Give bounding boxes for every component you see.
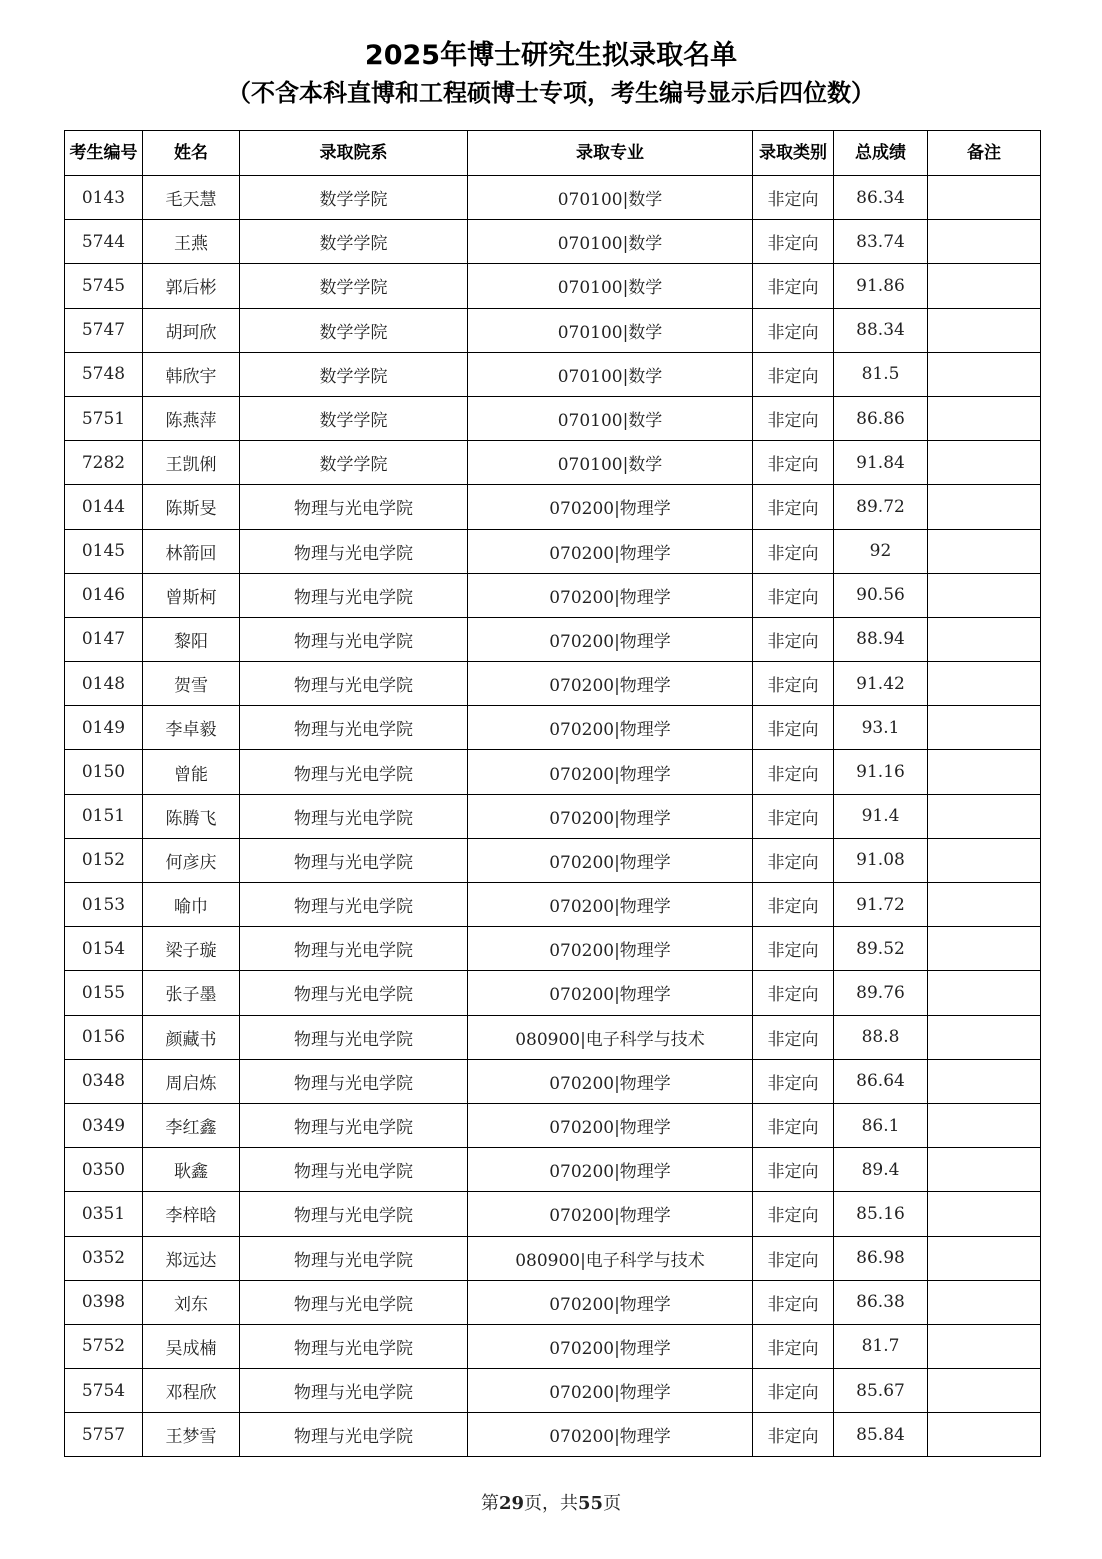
cell-major: 070200|物理学 [468,1192,753,1236]
cell-name: 喻巾 [143,883,240,927]
cell-name: 贺雪 [143,662,240,706]
cell-admission-type: 非定向 [753,441,834,485]
cell-department: 物理与光电学院 [240,794,468,838]
cell-major: 070200|物理学 [468,706,753,750]
header-major: 录取专业 [468,131,753,176]
cell-name: 韩欣宇 [143,352,240,396]
cell-department: 数学学院 [240,441,468,485]
cell-department: 物理与光电学院 [240,1413,468,1457]
cell-candidate-id: 0155 [65,971,143,1015]
cell-total-score: 83.74 [834,220,928,264]
cell-candidate-id: 0145 [65,529,143,573]
cell-admission-type: 非定向 [753,1192,834,1236]
cell-department: 物理与光电学院 [240,617,468,661]
page-subtitle: （不含本科直博和工程硕博士专项，考生编号显示后四位数） [227,79,875,107]
cell-name: 何彦庆 [143,838,240,882]
cell-name: 王梦雪 [143,1413,240,1457]
cell-remarks [928,573,1041,617]
cell-total-score: 88.94 [834,617,928,661]
cell-major: 070200|物理学 [468,838,753,882]
table-row [65,706,1041,750]
cell-admission-type: 非定向 [753,838,834,882]
cell-remarks [928,176,1041,220]
cell-candidate-id: 5744 [65,220,143,264]
cell-total-score: 90.56 [834,573,928,617]
cell-name: 陈腾飞 [143,794,240,838]
cell-name: 王凯俐 [143,441,240,485]
cell-candidate-id: 5748 [65,352,143,396]
cell-department: 物理与光电学院 [240,662,468,706]
cell-admission-type: 非定向 [753,1148,834,1192]
cell-candidate-id: 0150 [65,750,143,794]
cell-candidate-id: 0143 [65,176,143,220]
cell-name: 耿鑫 [143,1148,240,1192]
table-row [65,1369,1041,1413]
cell-department: 数学学院 [240,220,468,264]
table-body [65,176,1041,1457]
page-footer [0,1492,1102,1516]
cell-major: 070100|数学 [468,396,753,440]
cell-candidate-id: 5745 [65,264,143,308]
table-row [65,1324,1041,1368]
table-row [65,1103,1041,1147]
cell-major: 070200|物理学 [468,1148,753,1192]
cell-remarks [928,1059,1041,1103]
cell-name: 刘东 [143,1280,240,1324]
header-total-score: 总成绩 [834,131,928,176]
cell-admission-type: 非定向 [753,1236,834,1280]
table-row [65,264,1041,308]
cell-name: 颜藏书 [143,1015,240,1059]
cell-candidate-id: 0349 [65,1103,143,1147]
table-row [65,396,1041,440]
cell-total-score: 91.86 [834,264,928,308]
cell-department: 物理与光电学院 [240,1280,468,1324]
cell-admission-type: 非定向 [753,794,834,838]
table-row [65,441,1041,485]
cell-admission-type: 非定向 [753,308,834,352]
cell-candidate-id: 0156 [65,1015,143,1059]
footer-page-number: 29 [498,1493,524,1514]
cell-admission-type: 非定向 [753,220,834,264]
cell-department: 物理与光电学院 [240,1236,468,1280]
cell-major: 080900|电子科学与技术 [468,1015,753,1059]
cell-major: 070200|物理学 [468,1103,753,1147]
table-row [65,1148,1041,1192]
cell-name: 毛天慧 [143,176,240,220]
cell-candidate-id: 5757 [65,1413,143,1457]
cell-name: 李梓晗 [143,1192,240,1236]
table-row [65,485,1041,529]
admission-table [64,130,1041,1457]
cell-major: 070200|物理学 [468,1413,753,1457]
cell-department: 物理与光电学院 [240,706,468,750]
cell-candidate-id: 0153 [65,883,143,927]
cell-department: 物理与光电学院 [240,1148,468,1192]
cell-total-score: 85.16 [834,1192,928,1236]
cell-remarks [928,220,1041,264]
cell-name: 郑远达 [143,1236,240,1280]
cell-total-score: 88.34 [834,308,928,352]
cell-candidate-id: 0154 [65,927,143,971]
table-row [65,352,1041,396]
cell-remarks [928,441,1041,485]
table-row [65,971,1041,1015]
cell-remarks [928,1413,1041,1457]
cell-admission-type: 非定向 [753,1015,834,1059]
cell-name: 曾能 [143,750,240,794]
cell-total-score: 91.08 [834,838,928,882]
cell-department: 数学学院 [240,176,468,220]
cell-major: 070200|物理学 [468,750,753,794]
cell-remarks [928,529,1041,573]
cell-total-score: 86.64 [834,1059,928,1103]
cell-name: 张子墨 [143,971,240,1015]
cell-major: 070200|物理学 [468,662,753,706]
cell-admission-type: 非定向 [753,485,834,529]
cell-remarks [928,1148,1041,1192]
table-row [65,1015,1041,1059]
cell-major: 080900|电子科学与技术 [468,1236,753,1280]
table-row [65,1280,1041,1324]
cell-major: 070200|物理学 [468,529,753,573]
table-row [65,662,1041,706]
table-row [65,573,1041,617]
cell-total-score: 86.34 [834,176,928,220]
cell-admission-type: 非定向 [753,750,834,794]
footer-middle: 页，共 [524,1493,578,1514]
table-row [65,529,1041,573]
cell-total-score: 93.1 [834,706,928,750]
table-row [65,883,1041,927]
cell-candidate-id: 0144 [65,485,143,529]
cell-major: 070200|物理学 [468,883,753,927]
cell-major: 070100|数学 [468,220,753,264]
cell-admission-type: 非定向 [753,1103,834,1147]
cell-major: 070200|物理学 [468,1059,753,1103]
cell-admission-type: 非定向 [753,352,834,396]
cell-name: 曾斯柯 [143,573,240,617]
cell-remarks [928,617,1041,661]
table-row [65,617,1041,661]
cell-remarks [928,883,1041,927]
cell-candidate-id: 7282 [65,441,143,485]
cell-department: 物理与光电学院 [240,1369,468,1413]
cell-candidate-id: 0152 [65,838,143,882]
table-row [65,794,1041,838]
cell-department: 数学学院 [240,308,468,352]
cell-admission-type: 非定向 [753,1413,834,1457]
table-row [65,1236,1041,1280]
cell-remarks [928,396,1041,440]
cell-candidate-id: 0151 [65,794,143,838]
cell-candidate-id: 5751 [65,396,143,440]
cell-total-score: 91.42 [834,662,928,706]
cell-total-score: 86.86 [834,396,928,440]
cell-major: 070200|物理学 [468,573,753,617]
cell-major: 070200|物理学 [468,971,753,1015]
cell-total-score: 91.72 [834,883,928,927]
cell-total-score: 85.67 [834,1369,928,1413]
cell-remarks [928,1236,1041,1280]
cell-total-score: 85.84 [834,1413,928,1457]
cell-admission-type: 非定向 [753,1369,834,1413]
table-row [65,308,1041,352]
cell-admission-type: 非定向 [753,927,834,971]
cell-major: 070100|数学 [468,176,753,220]
cell-total-score: 81.7 [834,1324,928,1368]
cell-department: 物理与光电学院 [240,1192,468,1236]
cell-name: 胡珂欣 [143,308,240,352]
cell-name: 陈斯旻 [143,485,240,529]
cell-candidate-id: 0148 [65,662,143,706]
cell-candidate-id: 5747 [65,308,143,352]
table-row [65,220,1041,264]
table-row [65,927,1041,971]
cell-remarks [928,308,1041,352]
footer-total-pages: 55 [578,1493,604,1514]
cell-major: 070100|数学 [468,308,753,352]
cell-department: 物理与光电学院 [240,927,468,971]
cell-major: 070200|物理学 [468,1369,753,1413]
cell-major: 070100|数学 [468,441,753,485]
cell-candidate-id: 5752 [65,1324,143,1368]
cell-total-score: 89.4 [834,1148,928,1192]
cell-remarks [928,1015,1041,1059]
cell-department: 数学学院 [240,352,468,396]
cell-major: 070200|物理学 [468,794,753,838]
cell-name: 邓程欣 [143,1369,240,1413]
footer-prefix: 第 [480,1493,499,1514]
cell-name: 陈燕萍 [143,396,240,440]
cell-department: 物理与光电学院 [240,1103,468,1147]
cell-name: 吴成楠 [143,1324,240,1368]
cell-candidate-id: 0348 [65,1059,143,1103]
cell-total-score: 91.4 [834,794,928,838]
cell-name: 梁子璇 [143,927,240,971]
cell-major: 070200|物理学 [468,617,753,661]
table-header-row [65,131,1041,176]
cell-candidate-id: 0149 [65,706,143,750]
table-row [65,750,1041,794]
table-row [65,1413,1041,1457]
cell-remarks [928,264,1041,308]
cell-admission-type: 非定向 [753,176,834,220]
cell-major: 070200|物理学 [468,1280,753,1324]
cell-name: 林箭回 [143,529,240,573]
cell-candidate-id: 0351 [65,1192,143,1236]
page-title: 2025年博士研究生拟录取名单 [364,40,738,71]
cell-department: 物理与光电学院 [240,1324,468,1368]
cell-department: 物理与光电学院 [240,529,468,573]
cell-major: 070200|物理学 [468,927,753,971]
cell-admission-type: 非定向 [753,662,834,706]
cell-remarks [928,1369,1041,1413]
cell-name: 李红鑫 [143,1103,240,1147]
cell-major: 070200|物理学 [468,1324,753,1368]
cell-department: 物理与光电学院 [240,485,468,529]
cell-total-score: 81.5 [834,352,928,396]
table-row [65,176,1041,220]
cell-total-score: 86.98 [834,1236,928,1280]
cell-admission-type: 非定向 [753,617,834,661]
cell-major: 070100|数学 [468,352,753,396]
header-candidate-id: 考生编号 [65,131,143,176]
cell-admission-type: 非定向 [753,883,834,927]
header-department: 录取院系 [240,131,468,176]
cell-department: 物理与光电学院 [240,838,468,882]
header-remarks: 备注 [928,131,1041,176]
cell-total-score: 92 [834,529,928,573]
cell-remarks [928,927,1041,971]
cell-name: 王燕 [143,220,240,264]
cell-remarks [928,794,1041,838]
cell-total-score: 88.8 [834,1015,928,1059]
cell-admission-type: 非定向 [753,1059,834,1103]
cell-department: 物理与光电学院 [240,883,468,927]
cell-department: 数学学院 [240,264,468,308]
cell-remarks [928,838,1041,882]
cell-admission-type: 非定向 [753,573,834,617]
cell-department: 物理与光电学院 [240,1015,468,1059]
cell-admission-type: 非定向 [753,529,834,573]
cell-remarks [928,1192,1041,1236]
cell-admission-type: 非定向 [753,1280,834,1324]
cell-major: 070100|数学 [468,264,753,308]
cell-admission-type: 非定向 [753,264,834,308]
cell-remarks [928,706,1041,750]
header-admission-type: 录取类别 [753,131,834,176]
cell-remarks [928,662,1041,706]
cell-remarks [928,750,1041,794]
table-row [65,1059,1041,1103]
cell-remarks [928,485,1041,529]
cell-name: 周启炼 [143,1059,240,1103]
cell-candidate-id: 0352 [65,1236,143,1280]
cell-candidate-id: 0398 [65,1280,143,1324]
header-name: 姓名 [143,131,240,176]
cell-admission-type: 非定向 [753,706,834,750]
cell-total-score: 91.16 [834,750,928,794]
cell-remarks [928,352,1041,396]
cell-department: 物理与光电学院 [240,971,468,1015]
cell-admission-type: 非定向 [753,971,834,1015]
cell-total-score: 89.76 [834,971,928,1015]
cell-name: 黎阳 [143,617,240,661]
cell-total-score: 86.38 [834,1280,928,1324]
cell-candidate-id: 0350 [65,1148,143,1192]
table-row [65,838,1041,882]
cell-total-score: 91.84 [834,441,928,485]
cell-remarks [928,1280,1041,1324]
cell-department: 物理与光电学院 [240,750,468,794]
cell-department: 数学学院 [240,396,468,440]
cell-remarks [928,1103,1041,1147]
cell-major: 070200|物理学 [468,485,753,529]
cell-admission-type: 非定向 [753,1324,834,1368]
cell-department: 物理与光电学院 [240,573,468,617]
footer-suffix: 页 [603,1493,622,1514]
cell-candidate-id: 5754 [65,1369,143,1413]
cell-candidate-id: 0147 [65,617,143,661]
cell-name: 郭后彬 [143,264,240,308]
cell-name: 李卓毅 [143,706,240,750]
cell-remarks [928,1324,1041,1368]
cell-total-score: 89.52 [834,927,928,971]
cell-total-score: 86.1 [834,1103,928,1147]
cell-candidate-id: 0146 [65,573,143,617]
cell-total-score: 89.72 [834,485,928,529]
cell-remarks [928,971,1041,1015]
table-row [65,1192,1041,1236]
cell-admission-type: 非定向 [753,396,834,440]
cell-department: 物理与光电学院 [240,1059,468,1103]
